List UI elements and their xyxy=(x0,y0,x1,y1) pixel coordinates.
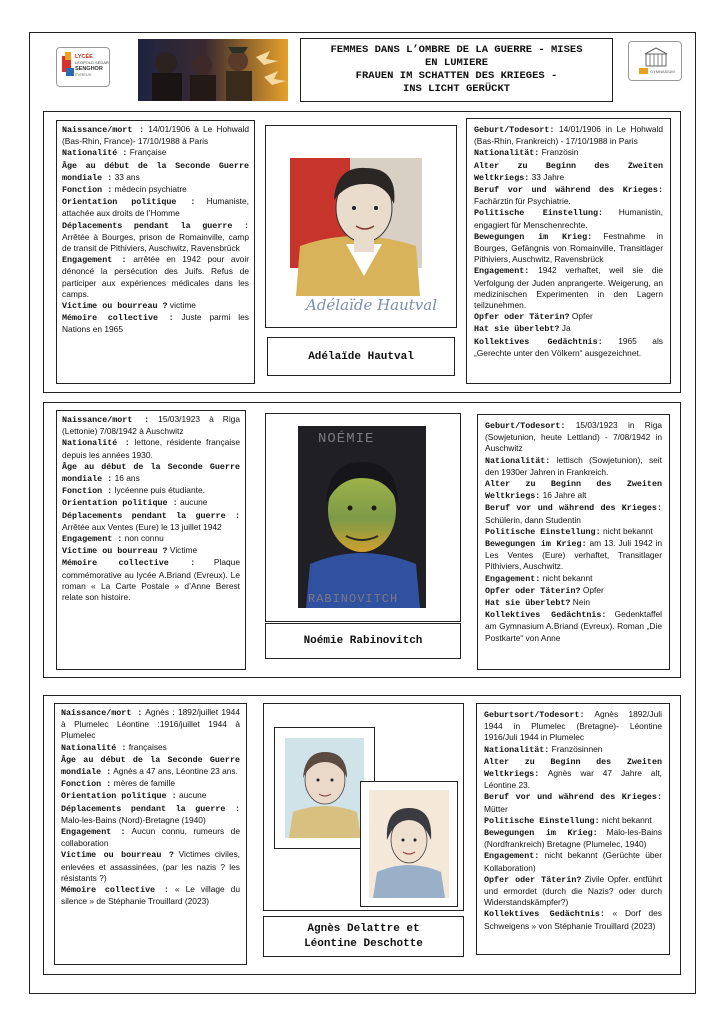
card1-fr-text xyxy=(62,124,249,336)
fact-row-de xyxy=(485,609,662,644)
fact-row xyxy=(62,545,240,557)
fact-value-de: Agnès war 47 Jahre alt, Léontine 23. xyxy=(484,768,662,791)
fact-value: Juste parmi les Nations en 1965 xyxy=(62,312,249,335)
fact-row-de xyxy=(474,265,663,311)
fact-row xyxy=(61,884,240,907)
fact-label: Fonction xyxy=(62,486,103,497)
fact-value-de: Zivile Opfer. entführt und ermordet (durch die Nazis? oder durch Widerstandskämpfer?) xyxy=(484,873,662,908)
leontine-portrait-image xyxy=(360,781,458,907)
fact-value-de: 1942 verhaftet, weil sie die Verfolgung der Juden anprangerte. Weigerung, an medizinischen Experimenten in den Lagern teilzunehmen. xyxy=(474,265,664,311)
fact-label-de: Beruf vor und während des Krieges: xyxy=(474,185,663,196)
fact-row-de xyxy=(484,908,662,931)
fact-label: Fonction xyxy=(61,779,102,790)
fact-separator: : xyxy=(168,558,196,569)
fact-label-de: Nationalität: xyxy=(484,744,550,755)
card3-name-label xyxy=(263,916,464,957)
lycee-senghor-logo xyxy=(56,47,110,87)
card2-de-box xyxy=(477,414,670,670)
fact-value: non connu xyxy=(124,533,164,544)
fact-label-de: Alter zu Beginn des Zweiten Weltkriegs: xyxy=(485,479,662,502)
card2-de-text xyxy=(485,420,662,644)
fact-label-de: Nationalität: xyxy=(485,455,551,466)
building-icon xyxy=(629,42,681,80)
fact-label: Déplacements pendant la guerre xyxy=(61,803,226,814)
fact-label: Victime ou bourreau xyxy=(62,301,158,312)
fact-label: Mémoire collective xyxy=(62,313,159,324)
fact-value: médecin psychiatre xyxy=(114,184,187,195)
fact-label: Orientation politique xyxy=(62,197,177,208)
fact-label-de: Kollektives Gedächtnis: xyxy=(485,610,607,621)
fact-row xyxy=(62,184,249,196)
fact-label-de: Opfer oder Täterin? xyxy=(485,585,581,596)
fact-separator: : xyxy=(176,197,196,208)
person-name: Noémie Rabinovitch xyxy=(303,635,423,647)
fact-row xyxy=(62,160,249,184)
fact-row-de xyxy=(474,231,663,266)
fact-row-de xyxy=(484,791,662,814)
fact-value-de: Fachärztin für Psychiatrie. xyxy=(474,196,571,207)
fact-value: lettone, résidente française depuis les années 1930. xyxy=(62,437,240,460)
fact-label: Orientation politique xyxy=(62,498,168,509)
fact-label: Déplacements pendant la guerre xyxy=(62,510,226,521)
fact-separator: : xyxy=(232,220,249,231)
fact-value: Humaniste, attachée aux droits de l’Homme xyxy=(62,196,249,219)
fact-label: Mémoire collective xyxy=(61,885,156,896)
fact-value-de: nicht bekannt xyxy=(601,814,652,825)
fact-row-de xyxy=(474,336,663,359)
fact-label-de: Hat sie überlebt? xyxy=(485,598,571,609)
page-title: FEMMES DANS L’OMBRE DE LA GUERRE - MISES EN LUMIERE FRAUEN IM SCHATTEN DES KRIEGES - INS LICHT GERÜCKT xyxy=(330,44,583,95)
fact-label: Naissance/mort xyxy=(62,415,133,425)
fact-row-de xyxy=(484,874,662,909)
portrait-top-text: NOÉMIE xyxy=(318,431,375,447)
fact-label: Orientation politique xyxy=(61,791,167,802)
fact-value: arrêtée en 1942 pour avoir dénoncé la persécution des Juifs. Refus de participer aux expériences médicales dans les camps. xyxy=(62,254,249,299)
person-name-2: Léontine Deschotte xyxy=(304,937,423,950)
fact-label-de: Kollektives Gedächtnis: xyxy=(484,909,605,920)
fact-label-de: Kollektives Gedächtnis: xyxy=(474,336,603,347)
card3-fr-text xyxy=(61,707,240,907)
fact-value-de: « Dorf des Schweigens » von Stéphanie Trouillard (2023) xyxy=(484,908,662,931)
fact-separator: : xyxy=(132,125,145,135)
fact-label: Nationalité xyxy=(62,148,118,159)
fact-separator: : xyxy=(112,255,127,266)
fact-separator: : xyxy=(102,185,113,196)
fact-row-de xyxy=(484,827,662,850)
portrait-signature: Adélaïde Hautval xyxy=(306,296,438,314)
fact-row xyxy=(61,778,240,790)
fact-row-de xyxy=(485,585,662,597)
fact-separator: : xyxy=(101,767,112,778)
fact-row xyxy=(62,300,249,312)
card2-portrait-frame xyxy=(265,413,461,622)
fact-label-de: Beruf vor und während des Krieges: xyxy=(485,503,662,514)
fact-label-de: Geburt/Todesort: xyxy=(485,421,566,431)
fact-label-de: Engagement: xyxy=(485,573,541,584)
card2-name-label xyxy=(265,623,461,659)
fact-row xyxy=(62,312,249,335)
fact-row-de xyxy=(485,526,662,538)
fact-value-de: Gedenktaffel am Gymnasium A.Briand (Evreux). Roman „Die Postkarte“ von Anne xyxy=(485,609,662,643)
person-name-1: Agnès Delattre et xyxy=(307,922,420,935)
fact-separator: : xyxy=(132,415,150,425)
fact-value: Malo-les-Bains (Nord)-Bretagne (1940) xyxy=(61,814,206,825)
fact-separator: ? xyxy=(161,850,174,861)
fact-value-de: Französin xyxy=(541,147,579,158)
fact-label-de: Beruf vor und während des Krieges: xyxy=(484,792,662,803)
fact-value-de: 33 Jahre xyxy=(531,171,565,182)
fact-separator: : xyxy=(102,172,113,183)
card3-de-box xyxy=(476,703,670,955)
fact-label: Âge au début de la Seconde Guerre mondiale xyxy=(62,160,249,183)
fact-value: Plaque commémorative au lycée A.Briand (Evreux). Le roman « La Carte Postale » d’Anne Berest relate son histoire. xyxy=(62,557,240,603)
logo-left-text: LYCÉE LÉOPOLD SÉDAR SENGHOR ÉVREUX xyxy=(75,54,109,77)
fact-label-de: Geburtsort/Todesort: xyxy=(484,710,585,720)
fact-value-de: Ja xyxy=(561,323,571,334)
card3-fr-box xyxy=(54,703,247,965)
fact-label-de: Engagement: xyxy=(474,266,530,277)
fact-separator: : xyxy=(155,885,169,896)
fact-row xyxy=(62,414,240,437)
fact-row-de xyxy=(484,709,662,744)
fact-value: 15/03/1923 à Riga (Lettonie) 7/08/1942 à Auschwitz xyxy=(62,414,240,437)
fact-row xyxy=(62,196,249,219)
card1-de-text xyxy=(474,124,663,359)
partner-gymnasium-logo xyxy=(628,41,682,81)
fact-value-de: Festnahme in Bourges, Gefängnis von Romainville, Transitlager Pithiviers, Auschwitz, Ravensbrück xyxy=(474,230,663,265)
fact-label-de: Politische Einstellung: xyxy=(485,526,601,537)
fact-row xyxy=(61,742,240,754)
fact-row-de xyxy=(484,815,662,827)
fact-label: Fonction xyxy=(62,185,103,196)
fact-row xyxy=(62,254,249,300)
fact-row xyxy=(62,533,240,545)
fact-value-de: Nein xyxy=(572,597,591,608)
fact-value: Victime xyxy=(169,545,198,556)
fact-value-de: 15/03/1923 in Riga (Sowjetunion, heute Lettland) - 7/08/1942 in Auschwitz xyxy=(485,420,663,454)
fact-value-de: Mütter xyxy=(484,803,508,814)
fact-separator: ? xyxy=(157,301,168,312)
fact-value: Aucun connu, rumeurs de collaboration xyxy=(61,826,240,849)
fact-label: Nationalité xyxy=(61,742,117,753)
fact-row-de xyxy=(474,124,663,147)
fact-row-de xyxy=(474,184,663,207)
fact-label: Engagement xyxy=(62,255,113,266)
fact-label: Âge au début de la Seconde Guerre mondiale xyxy=(62,461,240,485)
fact-value-de: nicht bekannt xyxy=(542,572,593,583)
fact-value: Française xyxy=(129,147,167,158)
fact-value: mères de famille xyxy=(113,778,176,789)
fact-row-de xyxy=(474,311,663,323)
fact-label: Naissance/mort xyxy=(61,708,132,718)
fact-row xyxy=(62,485,240,497)
fact-row xyxy=(62,557,240,603)
fact-label: Engagement xyxy=(62,534,113,545)
card1-fr-box xyxy=(56,120,255,384)
header-banner-image xyxy=(138,39,288,101)
fact-value: « Le village du silence » de Stéphanie Trouillard (2023) xyxy=(61,884,240,907)
fact-separator: : xyxy=(111,827,126,838)
card3-de-text xyxy=(484,709,662,932)
fact-label: Naissance/mort xyxy=(62,125,133,135)
fact-label-de: Bewegungen im Krieg: xyxy=(485,539,587,550)
fact-separator: : xyxy=(102,486,113,497)
fact-row-de xyxy=(485,502,662,525)
fact-row-de xyxy=(484,756,662,792)
fact-separator: : xyxy=(117,438,130,449)
fact-separator: : xyxy=(225,510,240,521)
fact-value: aucune xyxy=(179,497,208,508)
card2-fr-text xyxy=(62,414,240,603)
fact-label-de: Politische Einstellung: xyxy=(474,208,604,219)
fact-separator: : xyxy=(102,474,113,485)
fact-label: Mémoire collective xyxy=(62,558,169,569)
fact-value: Victimes civiles, enlevées et assassinées, (par les nazis ? les résistants ?) xyxy=(61,849,240,883)
fact-value: 16 ans xyxy=(114,473,140,484)
fact-value: Agnès : 1892/juillet 1944 à Plumelec Léontine :1916/juillet 1944 à Plumelec xyxy=(61,707,240,741)
fact-row xyxy=(62,124,249,147)
logo-right-text: GYMNASIUM xyxy=(650,69,675,74)
fact-row-de xyxy=(485,538,662,573)
fact-label: Âge au début de la Seconde Guerre mondiale xyxy=(61,754,240,778)
fact-value-de: nicht bekannt (Gerüchte über Kollaboration) xyxy=(484,850,663,873)
fact-value: lycéenne puis étudiante. xyxy=(114,485,205,496)
fact-row xyxy=(62,510,240,533)
fact-separator: : xyxy=(167,498,178,509)
fact-separator: : xyxy=(225,803,240,814)
fact-row-de xyxy=(485,573,662,585)
fact-row-de xyxy=(474,207,663,230)
fact-value: Arrêtée aux Ventes (Eure) le 13 juillet 1942 xyxy=(62,521,222,532)
fact-row xyxy=(61,803,240,826)
fact-value-de: Humanistin, engagiert für Menschenrechte. xyxy=(474,207,663,230)
card1-portrait-frame xyxy=(265,125,457,328)
fact-label-de: Geburt/Todesort: xyxy=(474,125,555,135)
fact-row xyxy=(62,437,240,460)
fact-value-de: 14/01/1906 in Le Hohwald (Bas-Rhin, Frankreich) - 17/10/1988 in Paris xyxy=(474,124,663,147)
fact-value-de: am 13. Juli 1942 in Les Ventes (Eure) verhaftet, Transitlager Pithiviers, Auschwitz. xyxy=(485,538,662,572)
header-title-box xyxy=(300,38,613,102)
fact-row xyxy=(61,707,240,742)
fact-value: 14/01/1906 à Le Hohwald (Bas-Rhin, France)- 17/10/1988 à Paris xyxy=(62,124,249,147)
fact-separator: ? xyxy=(157,546,168,557)
fact-row-de xyxy=(485,478,662,502)
fact-row-de xyxy=(474,147,663,159)
fact-separator: : xyxy=(158,313,174,324)
fact-value-de: 16 Jahre alt xyxy=(542,490,587,501)
fact-label-de: Alter zu Beginn des Zweiten Weltkriegs: xyxy=(484,756,662,780)
fact-label: Engagement xyxy=(61,827,112,838)
portrait-bottom-text: RABINOVITCH xyxy=(308,592,399,606)
fact-row-de xyxy=(485,420,662,455)
fact-row xyxy=(62,220,249,255)
fact-value: 33 ans xyxy=(114,171,140,182)
fact-label: Victime ou bourreau xyxy=(62,546,158,557)
fact-label: Victime ou bourreau xyxy=(61,850,162,861)
fact-value-de: 1965 als „Gerechte unter den Völkern“ ausgezeichnet. xyxy=(474,335,663,358)
fact-row xyxy=(61,849,240,884)
fact-row xyxy=(61,790,240,802)
fact-label-de: Alter zu Beginn des Zweiten Weltkriegs: xyxy=(474,160,663,183)
fact-row xyxy=(62,461,240,485)
fact-separator: : xyxy=(116,742,127,753)
person-name: Adélaïde Hautval xyxy=(308,350,414,363)
fact-label-de: Hat sie überlebt? xyxy=(474,324,560,335)
fact-value-de: Opfer xyxy=(571,311,593,322)
fact-label-de: Opfer oder Täterin? xyxy=(474,312,570,323)
fact-value-de: lettisch (Sowjetunion), seit den 1930er Jahren in Frankreich. xyxy=(485,454,662,477)
fact-separator: : xyxy=(131,708,143,718)
fact-label-de: Politische Einstellung: xyxy=(484,815,600,826)
fact-value-de: nicht bekannt xyxy=(602,525,653,536)
fact-value-de: Französinnen xyxy=(551,743,603,754)
fact-value: françaises xyxy=(128,741,167,752)
fact-separator: : xyxy=(101,779,112,790)
fact-label-de: Opfer oder Täterin? xyxy=(484,874,582,885)
fact-label-de: Bewegungen im Krieg: xyxy=(474,231,593,242)
fact-row-de xyxy=(484,744,662,756)
fact-value-de: Opfer xyxy=(582,584,604,595)
fact-value-de: Agnès 1892/Juli 1944 in Plumelec (Bretagne)- Léontine 1916/Juli 1944 in Plumelec xyxy=(484,709,662,743)
fact-label-de: Bewegungen im Krieg: xyxy=(484,828,598,839)
fact-value: aucune xyxy=(178,790,207,801)
fact-row-de xyxy=(484,850,662,873)
fact-row xyxy=(62,147,249,159)
fact-row xyxy=(62,497,240,509)
fact-label-de: Nationalität: xyxy=(474,148,540,159)
fact-value: Arrêtée à Bourges, prison de Romainville, camp de transit de Pithiviers, Auschwitz, Ravensbrück xyxy=(62,231,249,254)
fact-row xyxy=(61,754,240,778)
card1-de-box xyxy=(466,118,671,384)
fact-label: Nationalité xyxy=(62,438,118,449)
fact-row xyxy=(61,826,240,849)
fact-value-de: Malo-les-Bains (Nordfrankreich) Bretagne (Plumelec, 1940) xyxy=(484,827,662,850)
fact-value: Agnès a 47 ans, Léontine 23 ans. xyxy=(113,766,238,777)
fact-label: Déplacements pendant la guerre xyxy=(62,220,233,231)
fact-separator: : xyxy=(112,534,123,545)
fact-separator: : xyxy=(166,791,177,802)
fact-row-de xyxy=(485,455,662,478)
card3-portrait-frame xyxy=(263,703,464,911)
fact-value: victime xyxy=(169,300,196,311)
leontine-drawing xyxy=(361,782,457,906)
fact-row-de xyxy=(474,160,663,184)
fact-separator: : xyxy=(117,148,128,159)
card1-name-label xyxy=(267,337,455,376)
fact-row-de xyxy=(474,323,663,335)
card2-fr-box xyxy=(56,410,246,670)
fact-label-de: Engagement: xyxy=(484,851,540,862)
fact-row-de xyxy=(485,597,662,609)
fact-value-de: Schülerin, dann Studentin xyxy=(485,514,581,525)
